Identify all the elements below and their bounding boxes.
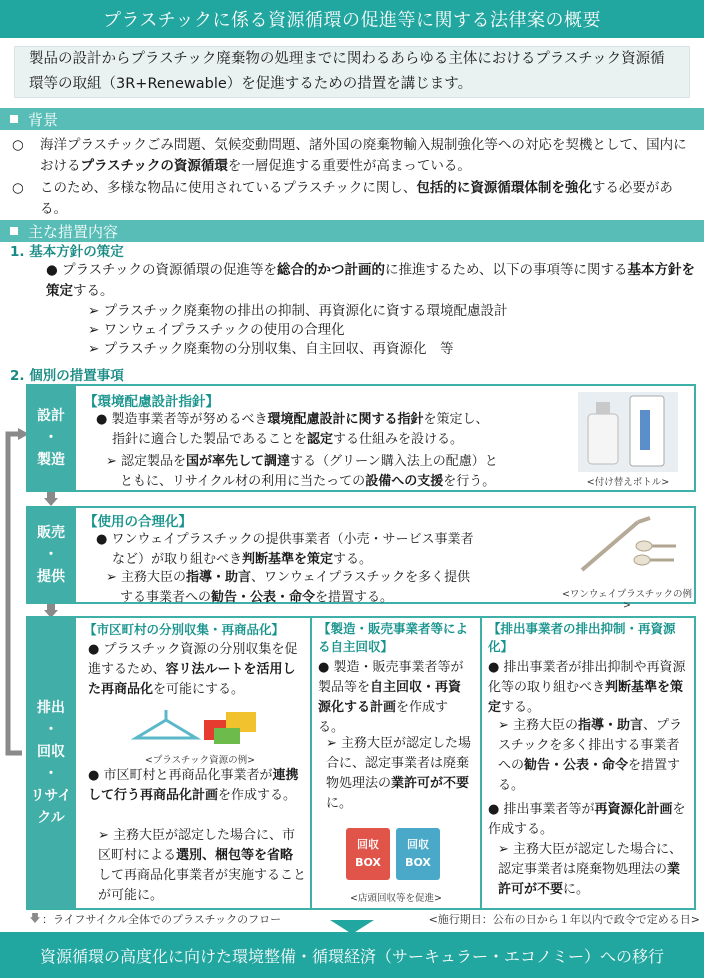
side-text: 販売 xyxy=(37,525,65,541)
text: する。 xyxy=(501,700,541,715)
text: 海洋プラスチックごみ問題、気候変動問題、諸外国の廃棄物輸入規制強化等への対応を契機として、国内における xyxy=(40,137,687,174)
emitter-sub-bullet xyxy=(498,716,690,796)
side-text: ・ xyxy=(44,722,58,738)
box-label: 回収 xyxy=(407,838,429,851)
text: ● プラスチック資源の分別収集 xyxy=(88,642,272,657)
text: を行う。 xyxy=(443,474,496,489)
box-label: 回収 xyxy=(357,838,379,851)
section-heading: 背景 xyxy=(28,110,59,129)
side-label-disposal xyxy=(26,618,76,908)
emphasis: 包括的に資源循環体制を強化 xyxy=(416,180,592,196)
municipal-plan-bullet xyxy=(88,766,306,806)
refill-bottle-image xyxy=(578,392,678,472)
municipal-sub-bullet xyxy=(98,826,306,906)
box-label: BOX xyxy=(405,856,431,869)
side-text: 提供 xyxy=(37,569,65,585)
side-text: クル xyxy=(37,810,65,826)
text: 、プラスチックを多く排出する事業者への xyxy=(498,718,683,773)
side-text: 回収 xyxy=(37,744,65,760)
voluntary-collection-bullet xyxy=(318,658,474,738)
background-item xyxy=(12,135,692,177)
emphasis: 自主回収・再資源化する計画 xyxy=(318,680,462,715)
bottom-banner: 資源循環の高度化に向けた環境整備・循環経済（サーキュラー・エコノミー）への移行 xyxy=(0,932,704,978)
side-text: 製造 xyxy=(37,452,65,468)
lead-text: 製品の設計からプラスチック廃棄物の処理までに関わるあらゆる主体におけるプラスチック資源循環等の取組（3R+Renewable）を促進するための措置を講じます。 xyxy=(29,51,665,92)
text: する事業者への xyxy=(120,590,212,605)
collection-box-red xyxy=(346,828,390,880)
emphasis: 総合的かつ計画的 xyxy=(277,262,385,278)
text: 指針に適合した製品であることを xyxy=(112,432,308,447)
emphasis: 選別、梱包等を省略 xyxy=(176,848,294,863)
emphasis: 勧告・公表・命令 xyxy=(524,758,629,773)
text: ➢ 主務大臣の xyxy=(106,570,187,585)
text: に。 xyxy=(326,796,353,811)
text: を促進するため、 xyxy=(88,642,298,677)
text: に。 xyxy=(563,882,590,897)
emphasis: 判断基準を策定 xyxy=(242,552,334,567)
down-arrow-icon xyxy=(44,492,58,506)
side-label-design xyxy=(26,386,76,490)
square-icon xyxy=(10,227,18,235)
plastic-resources-image xyxy=(130,706,280,750)
oneway-plastic-image xyxy=(572,514,682,576)
side-text: 設計 xyxy=(37,408,65,424)
text: ➢ 主務大臣が認定した場合に、認定事業者は廃棄物処理法の xyxy=(326,736,472,791)
text: ともに、リサイクル材の利用に当たっての xyxy=(120,474,366,489)
text: を措置する。 xyxy=(498,758,681,793)
emitter-title: 【排出事業者の排出抑制・再資源化】 xyxy=(488,621,676,654)
sales-bullet xyxy=(96,530,546,570)
text: する（グリーン購入法上の配慮）と xyxy=(290,454,498,469)
text: ● プラスチックの資源循環の促進等を xyxy=(46,262,277,278)
store-collection-caption: <店頭回収等を促進> xyxy=(350,893,442,904)
municipal-title: 【市区町村の分別収集・再商品化】 xyxy=(84,622,285,637)
background-item xyxy=(12,178,692,220)
document-title: プラスチックに係る資源循環の促進等に関する法律案の概要 xyxy=(0,0,704,38)
text: 、ワンウェイプラスチックを多く提供 xyxy=(251,570,471,585)
emphasis: 認定 xyxy=(307,432,334,447)
municipal-bullet xyxy=(88,640,306,700)
text: する。 xyxy=(333,552,373,567)
voluntary-collection-title: 【製造・販売事業者等による自主回収】 xyxy=(318,621,469,654)
down-arrow-legend-icon xyxy=(30,913,40,923)
text: ● 市区町村と再商品化事業者が xyxy=(88,768,273,783)
side-text: ・ xyxy=(44,430,58,446)
basic-policy-item: ➢ プラスチック廃棄物の分別収集、自主回収、再資源化 等 xyxy=(88,341,454,357)
sales-sub-bullet xyxy=(106,568,546,608)
voluntary-collection-sub-bullet xyxy=(326,734,474,814)
text: ● ワンウェイプラスチックの提供事業者（小売・サービス事業者 xyxy=(96,532,474,547)
design-sub-bullet xyxy=(106,452,566,492)
subheading-basic-policy: 1. 基本方針の策定 xyxy=(10,244,124,260)
emitter-bullet xyxy=(488,658,690,718)
emphasis: 容リ法ルートを活用した再商品化 xyxy=(88,662,296,697)
section-heading: 主な措置内容 xyxy=(28,222,119,241)
emphasis: 業許可が不要 xyxy=(391,776,470,791)
text: を策定し、 xyxy=(423,412,489,427)
text: を作成する。 xyxy=(488,802,686,837)
emphasis: 基本方針を策定 xyxy=(46,262,695,299)
text: する必要がある。 xyxy=(40,180,673,217)
sales-title: 【使用の合理化】 xyxy=(84,514,192,530)
text: を可能にする。 xyxy=(153,682,245,697)
emphasis: 国が率先して調達 xyxy=(186,454,291,469)
emphasis: 指導・助言 xyxy=(186,570,252,585)
side-label-sales xyxy=(26,508,76,602)
emitter-plan-sub-bullet xyxy=(498,840,690,900)
effective-date-note: <施行期日：公布の日から１年以内で政令で定める日> xyxy=(428,913,700,926)
text: して再商品化事業者が実施することが可能に。 xyxy=(98,868,307,903)
refill-bottle-caption: <付け替えボトル> xyxy=(586,477,670,488)
text: ➢ 主務大臣の xyxy=(498,718,579,733)
section-measures xyxy=(0,220,704,242)
text: ● 排出事業者等が xyxy=(488,802,595,817)
column-divider xyxy=(480,616,482,910)
emphasis: 環境配慮設計に関する指針 xyxy=(267,412,424,427)
box-label: BOX xyxy=(355,856,381,869)
emphasis: 指導・助言 xyxy=(578,718,644,733)
emphasis: プラスチックの資源循環 xyxy=(80,158,228,174)
side-text: 排出 xyxy=(37,700,65,716)
column-divider xyxy=(310,616,312,910)
text: を一層促進する重要性が高まっている。 xyxy=(227,158,471,174)
footer-flow-legend: ：ライフサイクル全体でのプラスチックのフロー xyxy=(42,913,282,926)
emphasis: 連携して行う再商品化計画 xyxy=(88,768,299,803)
text: ● 製造事業者等が努めるべき xyxy=(96,412,268,427)
emphasis: 再資源化計画 xyxy=(594,802,673,817)
square-icon xyxy=(10,115,18,123)
text: ➢ 主務大臣が認定した場合に、認定事業者は廃棄物処理法の xyxy=(498,842,683,877)
text: など）が取り組むべき xyxy=(112,552,243,567)
circle-marker-icon: ○ xyxy=(12,180,24,196)
text: する。 xyxy=(73,283,114,299)
emphasis: 判断基準を策定 xyxy=(488,680,684,715)
text: を作成する。 xyxy=(218,788,297,803)
emphasis: 勧告・公表・命令 xyxy=(211,590,316,605)
basic-policy-bullet xyxy=(46,260,696,302)
basic-policy-item: ➢ プラスチック廃棄物の排出の抑制、再資源化に資する環境配慮設計 xyxy=(88,303,508,319)
subheading-individual: 2. 個別の措置事項 xyxy=(10,368,124,384)
text: ● 製造・販売事業者等が製品等を xyxy=(318,660,464,695)
emphasis: 業許可が不要 xyxy=(498,862,681,897)
text: ➢ 認定製品を xyxy=(106,454,187,469)
circle-marker-icon: ○ xyxy=(12,137,24,153)
side-text: リサイ xyxy=(30,788,72,804)
text: ➢ 主務大臣が認定した場合に、市区町村による xyxy=(98,828,296,863)
plastic-resources-caption: <プラスチック資源の例> xyxy=(144,755,256,766)
oneway-plastic-caption: <ワンウェイプラスチックの例> xyxy=(561,589,693,611)
design-bullet xyxy=(96,410,566,450)
emitter-plan-bullet xyxy=(488,800,690,840)
basic-policy-item: ➢ ワンウェイプラスチックの使用の合理化 xyxy=(88,322,345,338)
side-text: ・ xyxy=(44,547,58,563)
text: を作成する。 xyxy=(318,700,449,735)
text: を措置する。 xyxy=(315,590,394,605)
side-text: ・ xyxy=(44,766,58,782)
emphasis: 設備への支援 xyxy=(365,474,444,489)
design-title: 【環境配慮設計指針】 xyxy=(84,394,219,410)
lead-box xyxy=(14,46,690,98)
text: ● 排出事業者が排出抑制や再資源化等の取り組むべき xyxy=(488,660,686,695)
collection-box-blue xyxy=(396,828,440,880)
text: に推進するため、以下の事項等に関する xyxy=(385,262,628,278)
section-background xyxy=(0,108,704,130)
text: このため、多様な物品に使用されているプラスチックに関し、 xyxy=(40,180,417,196)
text: する仕組みを設ける。 xyxy=(333,432,464,447)
